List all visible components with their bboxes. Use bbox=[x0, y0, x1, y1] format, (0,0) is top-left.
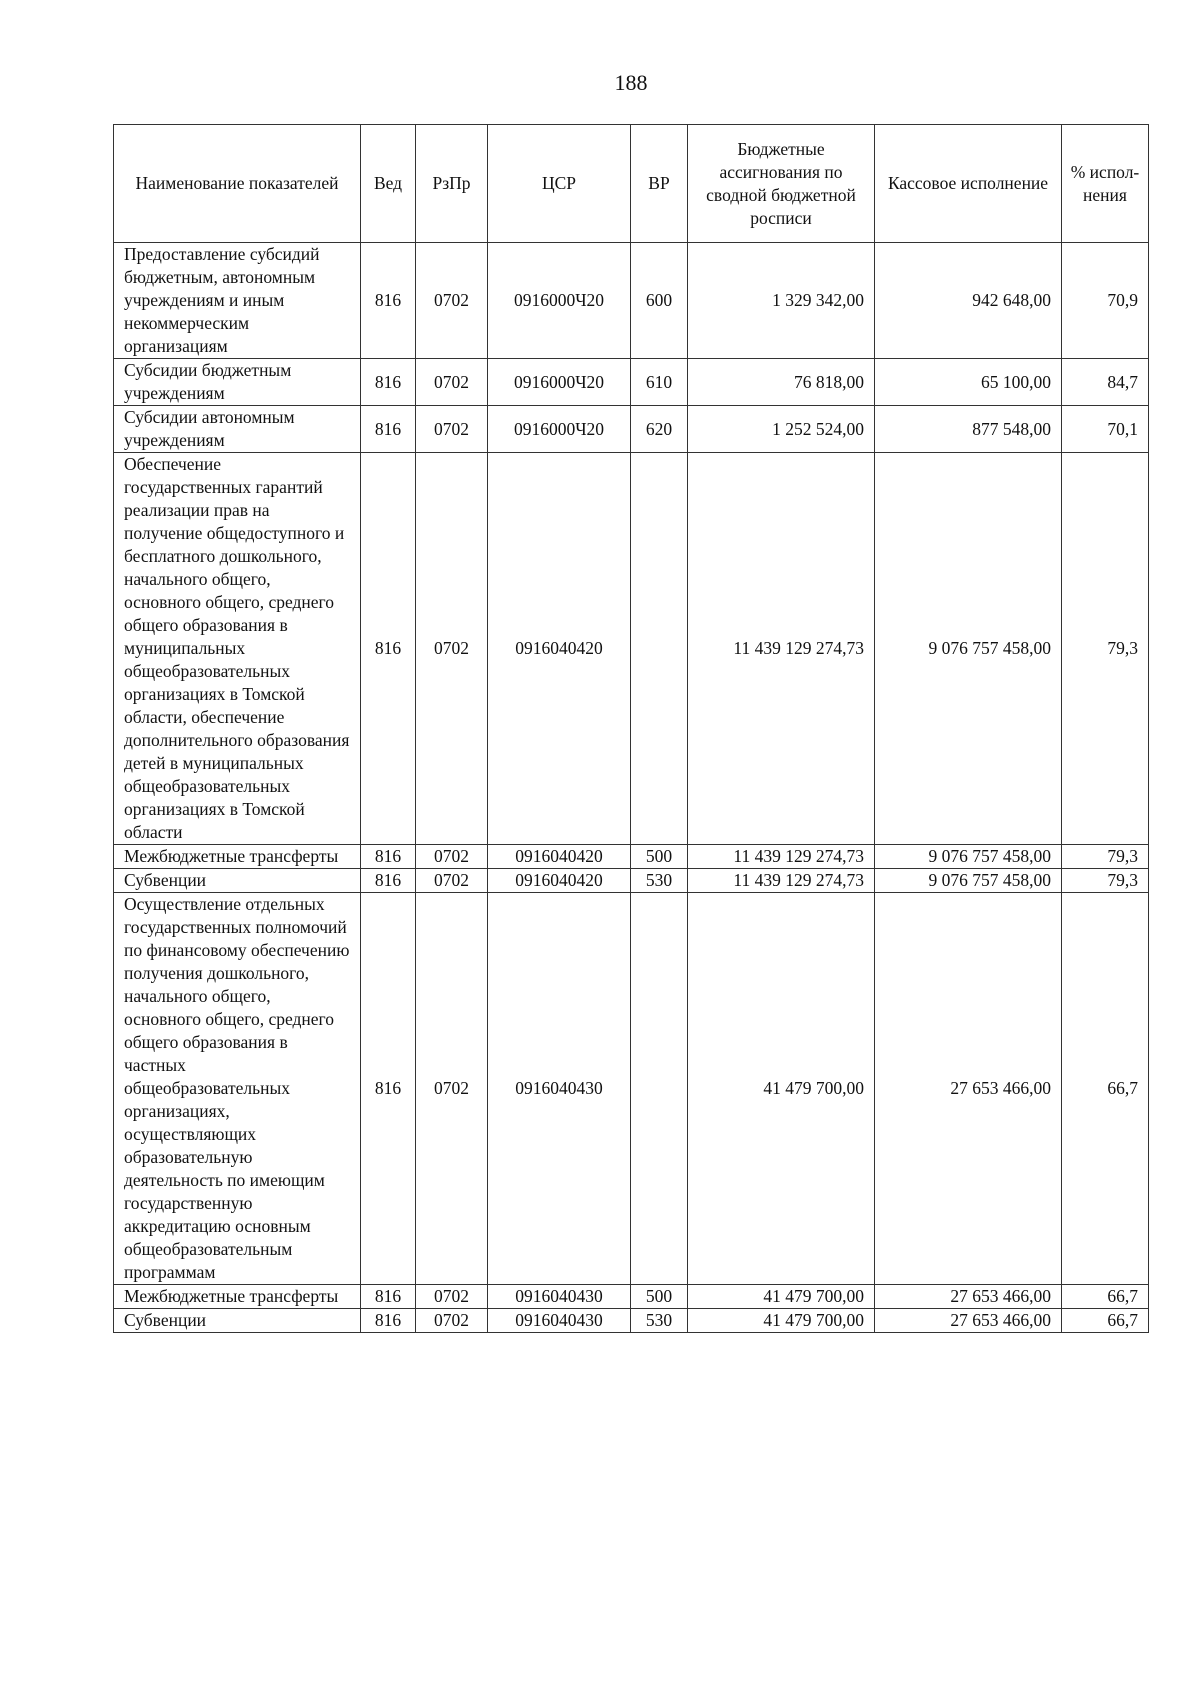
row-pct: 79,3 bbox=[1062, 869, 1149, 893]
table-row bbox=[114, 453, 1149, 845]
row-name: Межбюджетные трансферты bbox=[114, 845, 361, 869]
row-ved: 816 bbox=[361, 453, 416, 845]
row-vr: 530 bbox=[631, 1309, 688, 1333]
header-csr: ЦСР bbox=[488, 125, 631, 243]
row-rzpr: 0702 bbox=[416, 406, 488, 453]
row-fact: 27 653 466,00 bbox=[875, 1285, 1062, 1309]
row-plan: 1 329 342,00 bbox=[688, 243, 875, 359]
row-pct: 79,3 bbox=[1062, 453, 1149, 845]
row-pct: 66,7 bbox=[1062, 893, 1149, 1285]
row-plan: 11 439 129 274,73 bbox=[688, 869, 875, 893]
row-rzpr: 0702 bbox=[416, 869, 488, 893]
row-vr: 530 bbox=[631, 869, 688, 893]
row-fact: 9 076 757 458,00 bbox=[875, 453, 1062, 845]
row-pct: 66,7 bbox=[1062, 1309, 1149, 1333]
table-row bbox=[114, 1285, 1149, 1309]
row-vr: 600 bbox=[631, 243, 688, 359]
row-ved: 816 bbox=[361, 845, 416, 869]
row-plan: 76 818,00 bbox=[688, 359, 875, 406]
row-name: Субвенции bbox=[114, 1309, 361, 1333]
row-fact: 27 653 466,00 bbox=[875, 1309, 1062, 1333]
row-plan: 41 479 700,00 bbox=[688, 1309, 875, 1333]
row-fact: 65 100,00 bbox=[875, 359, 1062, 406]
row-plan: 41 479 700,00 bbox=[688, 1285, 875, 1309]
row-csr: 0916000Ч20 bbox=[488, 406, 631, 453]
table-row bbox=[114, 406, 1149, 453]
row-rzpr: 0702 bbox=[416, 845, 488, 869]
row-rzpr: 0702 bbox=[416, 453, 488, 845]
row-plan: 1 252 524,00 bbox=[688, 406, 875, 453]
table-row bbox=[114, 869, 1149, 893]
row-pct: 66,7 bbox=[1062, 1285, 1149, 1309]
row-vr bbox=[631, 893, 688, 1285]
header-fact: Кассовое исполнение bbox=[875, 125, 1062, 243]
row-vr: 610 bbox=[631, 359, 688, 406]
row-ved: 816 bbox=[361, 869, 416, 893]
row-rzpr: 0702 bbox=[416, 243, 488, 359]
row-vr: 500 bbox=[631, 1285, 688, 1309]
row-vr bbox=[631, 453, 688, 845]
row-pct: 70,1 bbox=[1062, 406, 1149, 453]
row-ved: 816 bbox=[361, 243, 416, 359]
page-number: 188 bbox=[614, 70, 648, 95]
row-name: Субсидии бюджетным учреждениям bbox=[114, 359, 361, 406]
row-csr: 0916040420 bbox=[488, 845, 631, 869]
row-ved: 816 bbox=[361, 359, 416, 406]
table-row bbox=[114, 359, 1149, 406]
table-row bbox=[114, 243, 1149, 359]
header-pct: % испол-нения bbox=[1062, 125, 1149, 243]
header-vr: ВР bbox=[631, 125, 688, 243]
row-ved: 816 bbox=[361, 1309, 416, 1333]
budget-table bbox=[113, 124, 1149, 1333]
row-ved: 816 bbox=[361, 406, 416, 453]
row-vr: 620 bbox=[631, 406, 688, 453]
row-rzpr: 0702 bbox=[416, 359, 488, 406]
row-rzpr: 0702 bbox=[416, 893, 488, 1285]
row-name: Межбюджетные трансферты bbox=[114, 1285, 361, 1309]
table-row bbox=[114, 1309, 1149, 1333]
header-ved: Вед bbox=[361, 125, 416, 243]
header-name: Наименование показателей bbox=[114, 125, 361, 243]
row-plan: 11 439 129 274,73 bbox=[688, 453, 875, 845]
row-name: Осуществление отдельных государственных полномочий по финансовому обеспечению получения дошкольного, начального общего, основного общего, среднего общего образования в частных общеобразовательных организациях, осуществляющих образовательную деятельность по имеющим государственную аккредитацию основным общеобразовательным программам bbox=[114, 893, 361, 1285]
row-csr: 0916040430 bbox=[488, 893, 631, 1285]
row-fact: 942 648,00 bbox=[875, 243, 1062, 359]
row-pct: 84,7 bbox=[1062, 359, 1149, 406]
row-csr: 0916040420 bbox=[488, 453, 631, 845]
row-ved: 816 bbox=[361, 893, 416, 1285]
row-name: Обеспечение государственных гарантий реализации прав на получение общедоступного и бесплатного дошкольного, начального общего, основного общего, среднего общего образования в муниципальных общеобразовательных организациях в Томской области, обеспечение дополнительного образования детей в муниципальных общеобразовательных организациях в Томской области bbox=[114, 453, 361, 845]
row-name: Субсидии автономным учреждениям bbox=[114, 406, 361, 453]
row-name: Предоставление субсидий бюджетным, автономным учреждениям и иным некоммерческим организациям bbox=[114, 243, 361, 359]
row-ved: 816 bbox=[361, 1285, 416, 1309]
row-csr: 0916000Ч20 bbox=[488, 359, 631, 406]
table-row bbox=[114, 845, 1149, 869]
row-csr: 0916040430 bbox=[488, 1309, 631, 1333]
row-pct: 70,9 bbox=[1062, 243, 1149, 359]
row-csr: 0916040430 bbox=[488, 1285, 631, 1309]
row-pct: 79,3 bbox=[1062, 845, 1149, 869]
row-rzpr: 0702 bbox=[416, 1309, 488, 1333]
table-header-row bbox=[114, 125, 1149, 243]
row-fact: 27 653 466,00 bbox=[875, 893, 1062, 1285]
row-csr: 0916040420 bbox=[488, 869, 631, 893]
row-rzpr: 0702 bbox=[416, 1285, 488, 1309]
row-fact: 9 076 757 458,00 bbox=[875, 869, 1062, 893]
row-vr: 500 bbox=[631, 845, 688, 869]
row-fact: 877 548,00 bbox=[875, 406, 1062, 453]
row-name: Субвенции bbox=[114, 869, 361, 893]
row-plan: 41 479 700,00 bbox=[688, 893, 875, 1285]
table-row bbox=[114, 893, 1149, 1285]
header-plan: Бюджетные ассигнования по сводной бюджетной росписи bbox=[688, 125, 875, 243]
row-plan: 11 439 129 274,73 bbox=[688, 845, 875, 869]
row-fact: 9 076 757 458,00 bbox=[875, 845, 1062, 869]
header-rzpr: РзПр bbox=[416, 125, 488, 243]
row-csr: 0916000Ч20 bbox=[488, 243, 631, 359]
